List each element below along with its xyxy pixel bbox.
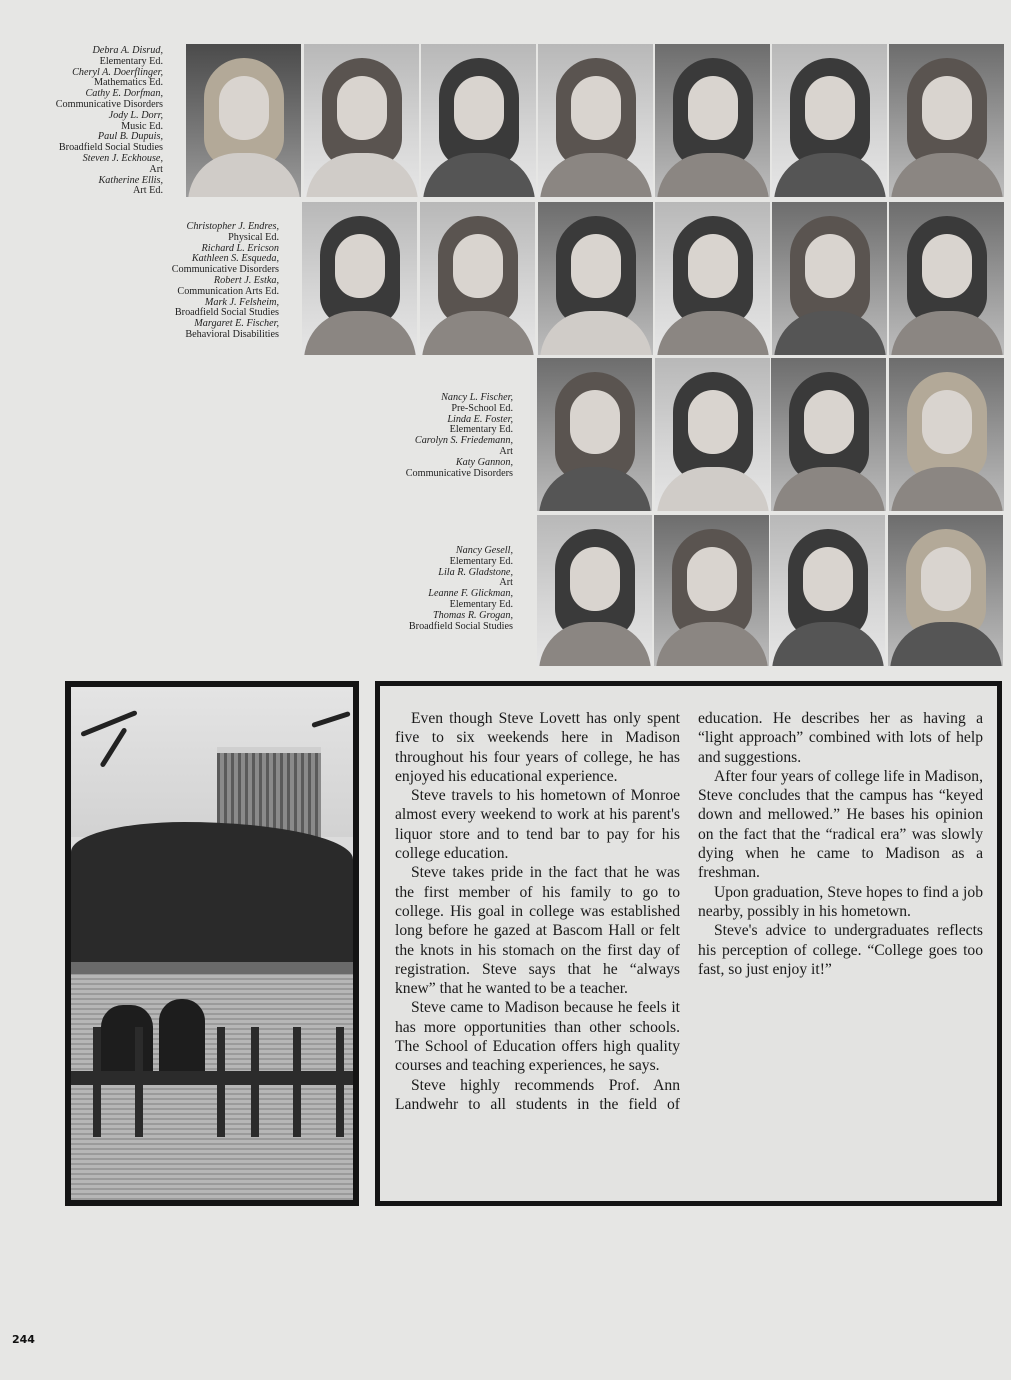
student-name: Margaret E. Fischer, (194, 318, 279, 330)
student-major: Elementary Ed. (449, 555, 513, 567)
student-major: Music Ed. (121, 120, 163, 132)
student-major: Communication Arts Ed. (177, 285, 279, 297)
article-paragraph: Steve travels to his hometown of Monroe almost every weekend to work at his parent's liquor store and to tend bar to pay for his college education. (395, 787, 680, 863)
portrait-photo (538, 44, 653, 197)
portrait-photo (420, 202, 535, 355)
person-silhouette (101, 1005, 153, 1077)
student-name: Nancy L. Fischer, (441, 392, 513, 403)
student-major: Elementary Ed. (449, 424, 513, 436)
portrait-photo (772, 44, 887, 197)
caption-group-3 (370, 393, 513, 479)
student-major: Broadfield Social Studies (58, 142, 163, 154)
student-major: Behavioral Disabilities (185, 328, 279, 340)
article-column-2 (698, 709, 983, 979)
portrait-photo (537, 515, 652, 666)
article-paragraph: Steve came to Madison because he feels it has more opportunities than other schools. The School of Education offers high quality courses and teaching experiences, he says. (395, 999, 680, 1075)
student-name: Lila R. Gladstone, (438, 566, 513, 578)
student-name: Leanne F. Glickman, (428, 588, 513, 600)
portrait-photo (889, 44, 1004, 197)
portrait-photo (888, 515, 1003, 666)
portrait-photo (537, 358, 652, 511)
student-major: Communicative Disorders (55, 98, 163, 110)
student-profile-article (375, 681, 1002, 1206)
portrait-photo (655, 202, 770, 355)
student-major: Broadfield Social Studies (408, 620, 513, 632)
caption-group-4 (370, 546, 513, 632)
article-paragraph: After four years of college life in Madison, Steve concludes that the campus has “keyed down and mellowed.” He bases his opinion on the fact that the “radical era” was slowly dying when he came to Madison as a freshman. (698, 767, 983, 882)
portrait-photo (421, 44, 536, 197)
student-major: Pre-School Ed. (451, 402, 513, 414)
article-paragraph: Upon graduation, Steve hopes to find a job nearby, possibly in his hometown. (698, 883, 983, 920)
student-name: Katy Gannon, (455, 456, 513, 468)
portrait-photo (654, 515, 769, 666)
article-paragraph: Steve highly recommends Prof. Ann Landwehr to all students in the field of (395, 1076, 680, 1113)
portrait-photo (655, 358, 770, 511)
article-column-1 (395, 709, 680, 1114)
student-major: Art (499, 577, 513, 589)
portrait-photo (770, 515, 885, 666)
pier (71, 1071, 353, 1085)
student-name: Richard L. Ericson (201, 242, 279, 254)
portrait-photo (655, 44, 770, 197)
student-major: Broadfield Social Studies (174, 307, 279, 319)
article-paragraph: Even though Steve Lovett has only spent five to six weekends here in Madison throughout his four years of college, he has enjoyed his educational experience. (395, 710, 680, 785)
student-name: Robert J. Estka, (213, 274, 279, 286)
lakeside-photo (65, 681, 359, 1206)
tree-line (71, 822, 353, 972)
page-number: 244 (12, 1333, 35, 1346)
student-name: Jody L. Dorr, (108, 109, 163, 121)
student-name: Paul B. Dupuis, (97, 131, 163, 143)
student-major: Art Ed. (133, 185, 163, 197)
portrait-photo (889, 202, 1004, 355)
portrait-photo (302, 202, 417, 355)
portrait-photo (889, 358, 1004, 511)
portrait-photo (538, 202, 653, 355)
article-paragraph: Steve takes pride in the fact that he was the first member of his family to go to college. His goal in college was established long before he gazed at Bascom Hall or felt the knots in his stomach on the first day of registration. Steve says that he “always knew” that he wanted to be a teacher. (395, 864, 680, 998)
person-silhouette (159, 999, 205, 1077)
student-major: Mathematics Ed. (93, 77, 163, 89)
portrait-photo (304, 44, 419, 197)
student-name: Katherine Ellis, (98, 174, 163, 186)
portrait-photo (771, 358, 886, 511)
article-paragraph: education. He describes her as having a “light approach” combined with lots of help and suggestions. (698, 710, 983, 766)
portrait-photo (186, 44, 301, 197)
student-name: Nancy Gesell, (455, 545, 513, 556)
student-major: Communicative Disorders (405, 467, 513, 479)
caption-group-2 (120, 222, 279, 341)
student-name: Cathy E. Dorfman, (85, 88, 163, 100)
student-name: Debra A. Disrud, (92, 45, 163, 56)
student-name: Thomas R. Grogan, (433, 609, 513, 621)
student-major: Physical Ed. (228, 231, 279, 243)
student-major: Art (149, 163, 163, 175)
portrait-photo (772, 202, 887, 355)
student-name: Mark J. Felsheim, (204, 296, 279, 308)
student-name: Cheryl A. Doerflinger, (72, 66, 163, 78)
student-major: Communicative Disorders (171, 264, 279, 276)
lakeside-scene (71, 687, 353, 1200)
student-name: Steven J. Eckhouse, (82, 152, 163, 164)
student-name: Linda E. Foster, (447, 413, 513, 425)
article-paragraph: Steve's advice to undergraduates reflects his perception of college. “College goes too fast, so just enjoy it!” (698, 922, 983, 978)
student-name: Carolyn S. Friedemann, (414, 435, 513, 447)
student-major: Art (499, 445, 513, 457)
student-major: Elementary Ed. (99, 55, 163, 67)
caption-group-1 (20, 46, 163, 197)
student-name: Christopher J. Endres, (186, 221, 279, 232)
student-name: Kathleen S. Esqueda, (191, 253, 279, 265)
student-major: Elementary Ed. (449, 598, 513, 610)
